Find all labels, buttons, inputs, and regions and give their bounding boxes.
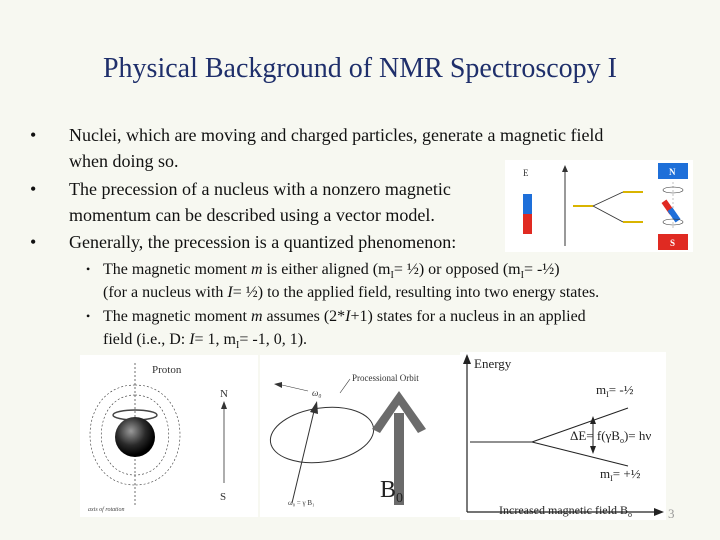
subbullet-2-cont	[0, 329, 720, 351]
subbullet-1-line-1: The magnetic moment m is either aligned ($m_I=$ ½) or opposed ($m_I=$ -½)	[103, 261, 560, 282]
bullet-3-line-1: Generally, the precession is a quantized phenomenon:	[69, 232, 457, 252]
bullet-dot: •	[30, 125, 37, 145]
field-axis-label: Increased magnetic field $B_o$	[499, 503, 632, 519]
bullet-3	[0, 229, 510, 259]
magnet-south-half	[523, 214, 532, 234]
subbullet-2-line-2: field (i.e., D: I= 1, $m_I= -1$, 0, 1).	[103, 331, 308, 352]
proton-figure	[80, 355, 258, 517]
subbullet-1-line-2: (for a nucleus with I= ½) to the applied field, resulting into two energy states.	[103, 284, 600, 301]
figure-energy-label: E	[523, 168, 529, 178]
bullet-dot: •	[30, 232, 37, 252]
spin-magnet-blue	[668, 208, 681, 223]
larmor-formula: ω₀ = γ B₁	[288, 499, 315, 507]
proton-sphere	[115, 417, 155, 457]
bullet-2-line-1: The precession of a nucleus with a nonzero magnetic	[69, 179, 451, 199]
energy-axis-label: Energy	[474, 356, 512, 371]
omega-arrow-icon	[274, 382, 282, 388]
bullet-2-line-2: momentum can be described using a vector model.	[69, 205, 435, 225]
omega-label: ω₀	[312, 388, 322, 398]
energy-axis-arrow-icon	[562, 165, 568, 172]
subbullet-dot: •	[86, 309, 91, 323]
upper-state-label: $m_I=$ -½	[596, 382, 634, 399]
split-line-upper	[593, 192, 623, 206]
processional-orbit-label: Processional Orbit	[352, 373, 419, 383]
bullet-1-line-1: Nuclei, which are moving and charged particles, generate a magnetic field	[69, 125, 604, 145]
proton-north-label: N	[220, 388, 228, 400]
bullet-2-cont	[0, 202, 500, 232]
subbullet-1	[0, 259, 720, 281]
subbullet-dot: •	[86, 262, 91, 276]
delta-e-label: $\Delta E= f(\gamma B_o)= h\nu$	[570, 428, 652, 445]
lower-split-line	[532, 442, 628, 466]
proton-title: Proton	[152, 364, 182, 376]
magnet-energy-figure	[505, 160, 693, 252]
b0-label: $B_0$	[380, 477, 404, 506]
omega-direction	[282, 385, 308, 391]
subbullet-2	[0, 306, 720, 328]
north-label: N	[669, 167, 676, 177]
axis-of-rotation-label: axis of rotation	[88, 507, 125, 513]
lower-state-label: $m_I=$ +½	[600, 466, 641, 483]
vector-head-icon	[310, 401, 318, 414]
energy-axis-arrow-icon	[463, 354, 471, 364]
field-axis-arrow-icon	[654, 508, 664, 516]
moment-arrow-head-icon	[221, 401, 227, 409]
delta-e-arrow-down-icon	[590, 446, 596, 454]
energy-level-diagram	[460, 352, 666, 520]
magnet-north-half	[523, 194, 532, 214]
bullet-dot: •	[30, 179, 37, 199]
bullet-1-line-2: when doing so.	[69, 151, 179, 171]
page-number: 3	[668, 506, 675, 521]
orbit-pointer	[340, 379, 350, 393]
precession-vector	[292, 407, 315, 503]
subbullet-1-cont	[0, 282, 720, 304]
orbit-ellipse	[267, 401, 378, 469]
slide-title: Physical Background of NMR Spectroscopy I	[102, 53, 618, 84]
south-label: S	[670, 238, 676, 248]
subbullet-2-line-1: The magnetic moment m assumes (2*I+1) states for a nucleus in an applied	[103, 308, 586, 325]
precession-figure	[260, 355, 465, 517]
proton-south-label: S	[220, 491, 227, 503]
split-line-lower	[593, 206, 623, 222]
